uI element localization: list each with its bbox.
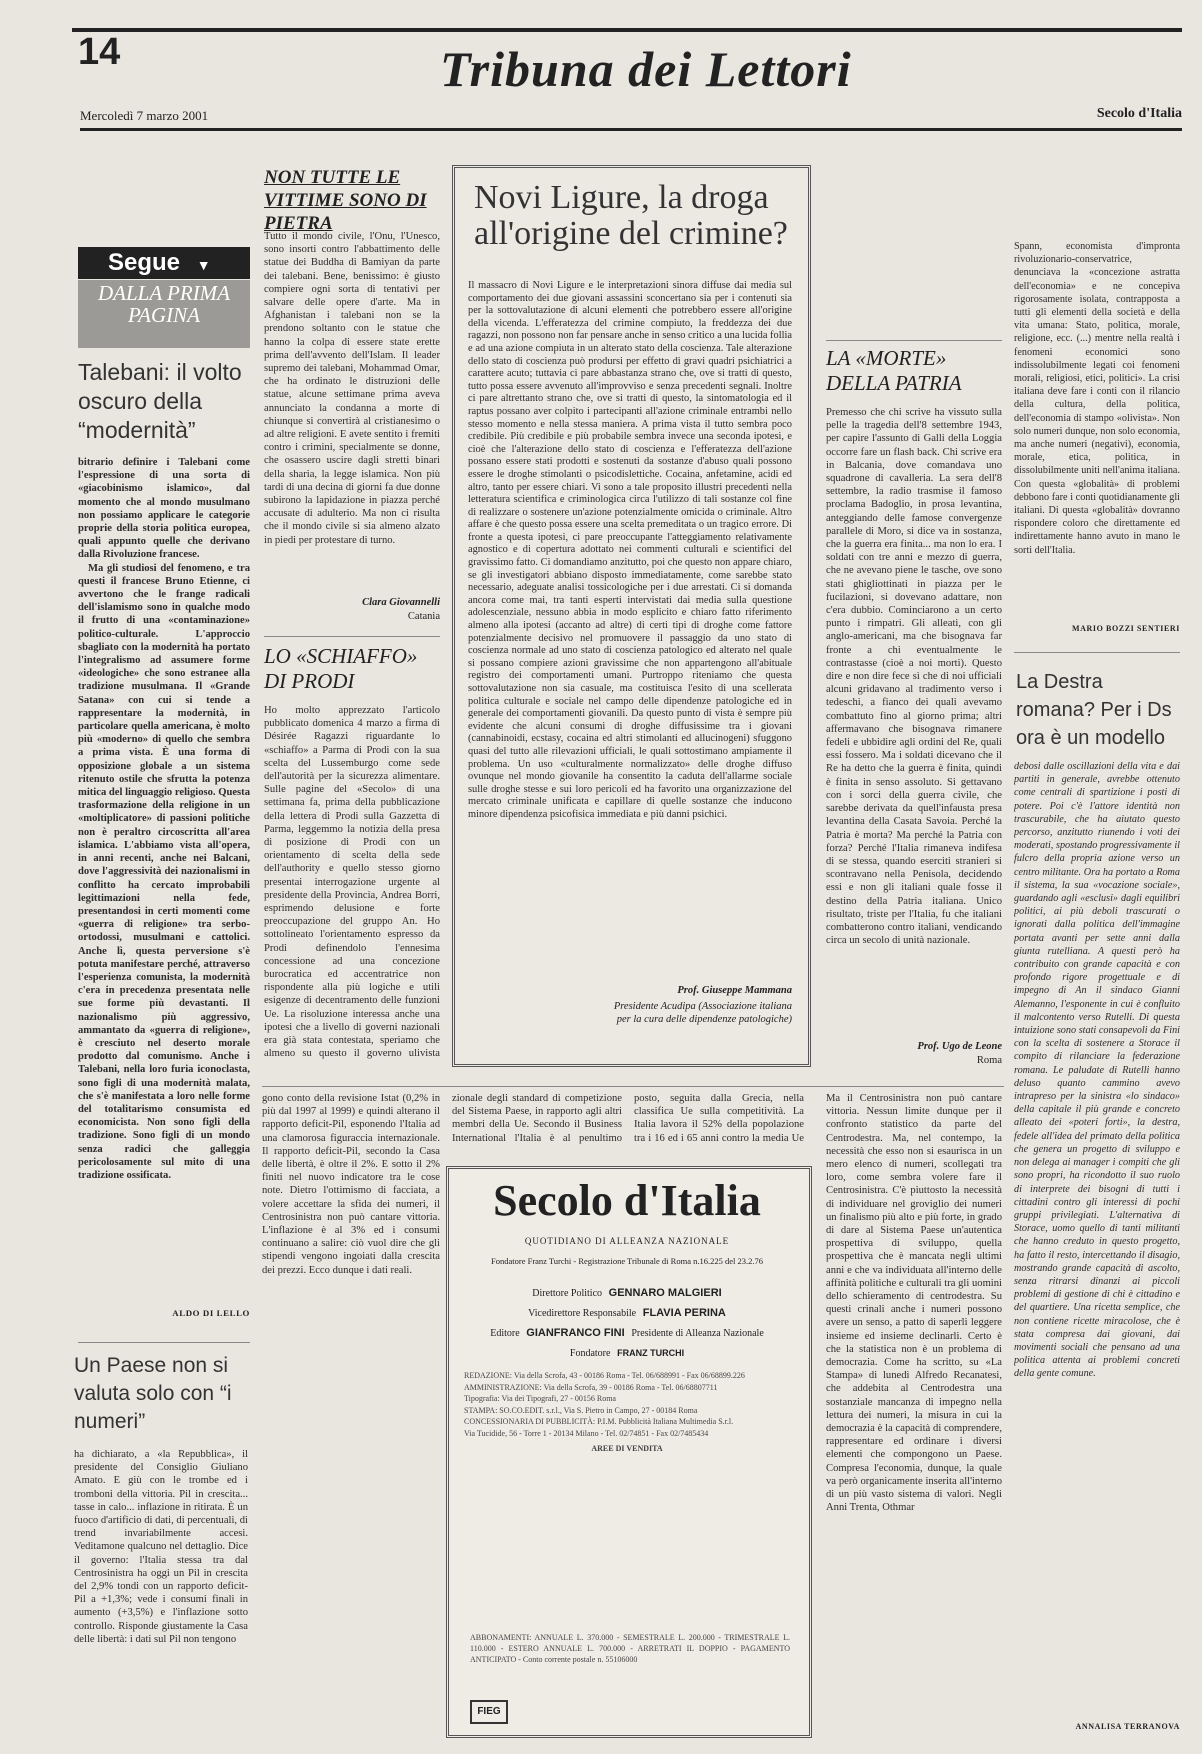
col2b-body: Ho molto apprezzato l'articolo pubblicato domenica 4 marzo a firma di Désirée Ragazzi riguardante lo «schiaffo» a Parma di Prodi con la sua scelta del Lussemburgo come sede dell'autorità per la sicurezza alimentare. Sulle pagine del «Secolo» di una settimana fa, prima della pubblicazione della lettera di Prodi sulla Gazzetta di Parma, leggemmo la notizia della presa di posizione di Prodi con un orientamento di scelta della sede dell'authority e quello stesso giorno presentai interrogazione urgente al presidente della Provincia, Andrea Borri, esprimendo delusione e forte preoccupazione del gruppo An. Ho sottolineato l'orientamento espresso da Prodi definendolo l'ennesima concessione ad una concezione burocratica ed accentratrice non rispondente alla più logiche e utili esigenze di decentramento delle funzioni Ue. La risoluzione interessa anche una ipotesi che a livello di governi nazionali era già stata contestata, speriamo che almeno su questo il governo ulivista: [264, 705, 440, 1060]
segue-subtitle: [78, 280, 250, 348]
col5-body2: debosi dalle oscillazioni della vita e dai partiti in generale, avrebbe ottenuto come centrali di spartizione i posti di potere. Poi c'è l'attore identità non trascurabile, che ha aiutato questo percorso, anzitutto riunendo i voti dei moderati, spostando progressivamente il fulcro della propria azione verso un centro militante. Ora ha portato a Roma il sistema, la sua «vocazione sociale», guardando agli «esclusi» dagli equilibri politici, ai più deboli trascurati o ignorati dalla politica dell'immagine portata avanti per sette anni dalla giunta rutelliana. A questi però ha contribuito con grande capacità e con profondo rigore progettuale e di impegno di An il sindaco Gianni Alemanno, l'esponente in cui è confluito il malcontento verso Rutelli. Di questa intuizione sono stati consapevoli da Fini con la scelta di sostenere a Storace il compito di rilanciare la federazione romana. Le paludate di Rutelli hanno deluso quanto cammino avevo intrapreso per la sinistra «lo sindaco» della capitale il più grande e concreto alleato dei «poteri forti», la destra, fedele all'idea del primato della politica che genera un progetto di sviluppo e non delega ai manager i compiti che gli sono propri, ha ricondotto il suo ruolo di interprete dei bisogni di tutti i cittadini contro gli interessi di pochi gruppi privilegiati. L'alternativa di Storace, uomo quello di tanti militanti che hanno creduto in questo progetto, ha fatto il resto, intercettando il disagio, mostrando grande capacità di ascolto, senza ritrarsi dinanzi ai piccoli problemi di gestione di chi è cittadino e del quartiere. Una ricetta semplice, che non contiene ricette miracolose, che è stata compresa dai giovani, dai movimenti sociali che pensano ad una politica attenta ai problemi concreti della gente comune.: [1014, 761, 1180, 1380]
masthead-address-line: AMMINISTRAZIONE: Via della Scrofa, 39 - 00186 Roma - Tel. 06/68807711: [464, 1382, 718, 1392]
page-number: 14: [78, 31, 121, 73]
section-title: Tribuna dei Lettori: [440, 41, 852, 97]
col1-divider: [78, 1342, 250, 1343]
segue-subtitle-text: DALLA PRIMA PAGINA: [97, 281, 231, 327]
col1-title: Talebani: il volto oscuro della “modernità”: [78, 359, 242, 443]
header-paper-name: Secolo d'Italia: [1096, 106, 1182, 121]
col1b-title: Un Paese non si valuta solo con “i numeri”: [74, 1354, 232, 1433]
col4-title: LA «MORTE» DELLA PATRIA: [826, 346, 962, 395]
masthead-subtitle: QUOTIDIANO DI ALLEANZA NAZIONALE: [524, 1236, 730, 1246]
masthead-address-line: STAMPA: SO.CO.EDIT. s.r.l., Via S. Pietro in Campo, 27 - 00184 Roma: [464, 1405, 698, 1415]
col4-divider: [826, 340, 1002, 341]
col2b-title: LO «SCHIAFFO» DI PRODI: [264, 644, 418, 693]
masthead-director: GENNARO MALGIERI: [608, 1287, 722, 1299]
col5-signature2: ANNALISA TERRANOVA: [1075, 1722, 1180, 1731]
col4-signature-city: Roma: [976, 1055, 1002, 1066]
col2-signature-city: Catania: [407, 611, 440, 622]
header-date: Mercoledì 7 marzo 2001: [80, 108, 209, 123]
col3-signature-role: Presidente Acudipa (Associazione italiana per la cura delle dipendenze patologiche): [613, 1001, 792, 1025]
col1b-body: ha dichiarato, a «la Repubblica», il presidente del Consiglio Giuliano Amato. E giù con le trombe ed i tromboni della vittoria. Pil in crescita... tasse in calo... inflazione in ritirata. È un fuoco d'artificio di dati, di percentuali, di trend invariabilmente accesi. Veditamone qualcuno nel dettaglio. Dice il governo: l'Italia stessa tra dal Centrosinistra ha oggi un Pil in crescita del 2,9% tondi con un rapporto deficit-Pil a +1,3%; vede i consumi finali in aumento (+3,5%) e l'inflazione sotto controllo. Risponde giustamente la Casa delle libertà: i dati sul Pil non tengono: [74, 1449, 248, 1645]
col2-text: [264, 230, 440, 588]
col1-body: Ma gli studiosi del fenomeno, e tra questi il francese Bruno Etienne, ci avvertono che le frange radicali dell'islamismo sono in qualche modo il frutto di una «contaminazione» politico-culturale. L'approccio sbagliato con la modernità ha portato l'integralismo ad assumere forme «ideologiche» che sono estranee alla tradizione musulmana. Il «Grande Satana» con cui si tende a rappresentare la modernità, in particolare quella americana, è molto più «moderno» di quello che sembra a prima vista. È una forma di opposizione globale a un sistema ritenuto ostile che sfrutta la potenza mitica del linguaggio religioso. Questa trasformazione della religione in un «moltiplicatore» di passioni politiche non è peraltro circoscritta all'area islamica. L'abbiamo vista all'opera, in anni recenti, anche nei Balcani, dove l'aggressività dei nazionalismi in conflitto ha cercato improbabili legittimazioni nella fede, presentandosi in certi momenti come «guerra di religione» tra serbo-ortodossi, musulmani e cattolici. Anche lì, questa perversione s'è potuta manifestare perché, attraverso l'esperienza comunista, la modernità c'era in precedenza presentata nelle sue forme più devastanti. Il nazionalismo più aggressivo, ammantato da «guerra di religione», è cresciuto nel deserto morale prodotto dal comunismo. Anche i Talebani, nella loro furia iconoclasta, sono figli di una modernità malata, che s'è manifestata a loro nelle forme del totalitarismo consumista ed economicista. Non sono figli della tradizione. Sono figli di un mondo senza radici che galleggia pericolosamente sul mito di una tradizione ossificata.: [78, 562, 250, 1181]
col2-signature-name: Clara Giovannelli: [362, 597, 440, 608]
masthead-founder-label: Fondatore: [569, 1348, 611, 1359]
col3-text: [468, 280, 792, 940]
masthead-publisher: GIANFRANCO FINI: [526, 1327, 625, 1339]
col3b-body: zionale degli standard di competizione del Sistema Paese, in rapporto agli altri membri della Ue. Secondo il Business International l'Italia è al penultimo posto, seguita dalla Grecia, nella classifica Ue sulla competitività. La Italia lavora il 52% della popolazione tra i 16 ed i 65 anni contro la media Ue: [452, 1093, 804, 1144]
col5-body: Spann, economista d'impronta rivoluzionario-conservatrice, denunciava la «concezione astratta dell'economia» e ne concepiva rigorosamente isolata, contrapposta a tutti gli elementi della società e della vita umana: Stato, politica, morale, religione, ecc. (...) mentre nella realtà i fenomeni economici sono indissolubilmente legati coi fenomeni morali, religiosi, etici, politici». La crisi italiana deve fare i conti con il rilancio della cultura, della politica, dell'economia di stampo «olivista». Non solo numeri dunque, non solo economia, ma anche numeri (negativi), economia, morale, etica, politica, in dissolubilmente uniti nell'anima italiana. Con questa «globalità» di problemi debbono fare i conti quotidianamente gli italiani. Di questa «globalità» dovranno rispondere coloro che direttamente ed indirettamente hanno avuto in mano le sorti dell'Italia.: [1014, 241, 1180, 556]
masthead-address-line: Via Tucidide, 56 - Torre 1 - 20134 Milano - Tel. 02/74851 - Fax 02/7485434: [464, 1428, 709, 1438]
masthead-address-block: [464, 1370, 790, 1455]
masthead-address-line: CONCESSIONARIA DI PUBBLICITÀ: P.I.M. Pubblicità Italiana Multimedia S.r.l.: [464, 1417, 734, 1426]
segue-box: [78, 247, 250, 279]
col1-text: [78, 456, 250, 1316]
col4-text: [826, 406, 1002, 1030]
col5-title: La Destra romana? Per i Ds ora è un modello: [1016, 671, 1172, 749]
masthead-address-line: AREE DI VENDITA: [591, 1444, 663, 1453]
col4b-text: [826, 1092, 1002, 1738]
mid-divider: [262, 1086, 1004, 1087]
col2-title: NON TUTTE LE VITTIME SONO DI PIETRA: [264, 167, 427, 234]
masthead-address-line: Tipografia: Via dei Tipografi, 27 - 00156 Roma: [464, 1394, 616, 1403]
col5b-text: [1014, 760, 1180, 1720]
col2c-body: gono conto della revisione Istat (0,2% in più dal 1997 al 1999) e quindi alterano il rapporto deficit-Pil, esponendo l'Italia ad una clamorosa figuraccia internazionale. Il rapporto deficit-Pil, secondo la Casa delle libertà, è oltre il 2%. E sotto il 2% finiti nel nuovo indicatore tra le cose note. Dietro l'ottimismo di facciata, a volere accettare la sfida dei numeri, il Centrosinistra non può cantare vittoria. L'inflazione è al 3% ed i consumi continuano a salire: ciò vuol dire che gli stipendi vengono ingoiati dalla crescita dei prezzi. Ecco dunque i dati reali.: [262, 1093, 440, 1276]
masthead-publisher-role: Presidente di Alleanza Nazionale: [631, 1328, 764, 1339]
col2b-text: [264, 704, 440, 1060]
masthead-director-label: Direttore Politico: [532, 1288, 603, 1299]
col5-divider: [1014, 652, 1180, 653]
chevron-down-icon: ▼: [196, 257, 211, 273]
col1-signature: ALDO DI LELLO: [172, 1308, 250, 1318]
col2c-text: [262, 1092, 440, 1734]
masthead-subscription: ABBONAMENTI: ANNUALE L. 370.000 - SEMESTRALE L. 200.000 - TRIMESTRALE L. 110.000 - ESTERO ANNUALE L. 700.000 - ARRETRATI IL DOPPIO - PAGAMENTO ANTICIPATO - Conto corrente postale n. 55106000: [470, 1633, 790, 1664]
col4b-body: Ma il Centrosinistra non può cantare vittoria. Nessun limite dunque per il confronto statistico da parte del Centrodestra. Ma, nel contempo, la necessità che esso non si esaurisca in un mero elenco di numeri, scollegati tra loro, come sembra volere fare il Centrosinistra. C'è piuttosto la necessità di individuare nel groviglio dei numeri un finalismo più alto e più forte, in grado di dare al Sistema Paese un'autentica prospettiva di sviluppo, quella prospettiva che è mancata negli ultimi anni e che va individuata all'interno delle affinità politiche e culturali tra gli uomini dello schieramento di centrodestra. Su questi crinali anche i numeri possono avere un senso, a patto di saperli leggere insieme ed insieme declinarli. Certo è che la statistica non è un problema di democrazia. Come ha scritto, su «La Stampa» di lunedì Alfredo Recanatesi, che addebita al Centrodestra una sostanziale mancanza di impegno nella lettura dei numeri, la misura in cui la democrazia è la capacità di comprendere, rappresentare ed ordinare i diversi elementi che compongono un Paese. Compresa l'economia, dunque, la quale va però organicamente inserita all'interno di un più vasto sistema di valori. Negli Anni Trenta, Othmar: [826, 1093, 1002, 1514]
masthead-address-line: REDAZIONE: Via della Scrofa, 43 - 00186 Roma - Tel. 06/688991 - Fax 06/68899.226: [464, 1371, 745, 1380]
fieg-logo: FIEG: [470, 1700, 508, 1724]
col3-signature-name: Prof. Giuseppe Mammana: [677, 985, 792, 996]
col4-signature-name: Prof. Ugo de Leone: [917, 1041, 1002, 1052]
col2-divider: [264, 636, 440, 637]
masthead-editor-row: [452, 1306, 802, 1321]
masthead-director-row: [452, 1286, 802, 1301]
col3-body: Il massacro di Novi Ligure e le interpretazioni sinora diffuse dai media sul comportamento dei due giovani assassini sconcertano sia per i contenuti sia per la sottovalutazione di alcuni elementi che potrebbero essere all'origine della vicenda. L'efferatezza del crimine compiuto, la freddezza dei due ragazzi, non possono non far pensare anche in senso critico a una lucida follia e ad una azione compiuta in un alterato stato della coscienza. Tale alterazione dello stato di coscienza può prodursi per effetto di gravi quadri psichiatrici a carattere acuto; tuttavia ci pare abbastanza strano che, ove si tratti di questo, tutto possa essere avvenuto all'improvviso e senza precedenti segnali. Inoltre ci pare altrettanto strano che, ove si tratti di questo, la sintomatologia ed il raptus possano aver colpito i partecipanti all'azione criminale entrambi nello stesso momento e nella stessa maniera. A prima vista il tutto sembra poco credibile. Più credibile e più probabile sembra invece una seconda ipotesi, e cioè che l'alterazione dello stato di coscienza e l'efferatezza dell'azione possano essere stati prodotti e sostenuti da sostanze d'abuso quali possono essere le droghe stimolanti o psicodislettiche. Cocaina, anfetamine, acidi ed altro, tanto per essere chiari. Vi sono a tale proposito illustri precedenti nella letteratura scientifica e criminologica circa l'utilizzo di tali sostanze col fine di realizzare o sostenere un'azione potenzialmente omicida o criminale. Altro affare è che questo possa essere una scelta premeditata o un tragico errore. Di fronte a questa ipotesi, ci pare preoccupante l'atteggiamento relativamente agnostico e di copertura adottato nei commenti culturali e scientifici del gravissimo fatto. Ci domandiamo anzitutto, poi che questo non appare chiaro, se gli investigatori abbiano disposto immediatamente, come sarebbe stato necessario, adeguate analisi tossicologiche per i due arrestati. Ci si domanda ancora come mai, tra tanti esperti intervistati dai media sulla questione adolescenziale, nessuno abbia in modo esplicito e chiaro fatto riferimento almeno alla ipotesi (accanto ad altre) di certi tipi di droghe come fattore potenzialmente decisivo nel promuovere il passaggio da uno stato di coscienza normale ad uno stato di coscienza patologico ed alterato nel quale si possano compiere azioni gravissime che non appartengono all'abituale registro dei comportamenti umani. Purtroppo riteniamo che questa sottovalutazione non sia casuale, ma costituisca l'esito di una scellerata politica culturale e sociale nel campo delle dipendenze patologiche ed in generale dei comportamenti giovanili. Da questo punto di vista è sempre più evidente che alcuni consumi di droghe diffusissime tra i giovani (cannabinoidi, ecstasy, cocaina ed altri stimolanti ed allucinogeni) sfuggono quasi del tutto alle rilevazioni ufficiali, le quali sottostimano ampiamente il problema. Un uso «culturalmente normalizzato» delle droghe diffuso ovunque nel mondo giovanile ha consentito la caduta dell'allarme sociale sulle droghe stesse e sui loro pericoli ed ha favorito una organizzazione del mercato criminale unificata e capillare di quelle sostanze che inducono minore dipendenza psicofisica immediata e più danni psichici.: [468, 280, 792, 820]
col3b-text: [452, 1092, 804, 1152]
masthead-founder: FRANZ TURCHI: [617, 1348, 685, 1358]
col5-text: [1014, 240, 1180, 594]
masthead-publisher-label: Editore: [490, 1328, 520, 1339]
masthead-editor: FLAVIA PERINA: [642, 1307, 726, 1319]
col3-title: Novi Ligure, la droga all'origine del crimine?: [474, 179, 788, 252]
col1b-text: [74, 1448, 248, 1734]
col4-top-text: [826, 160, 1002, 188]
masthead-editor-label: Vicedirettore Responsabile: [528, 1308, 637, 1319]
masthead-registration: Fondatore Franz Turchi - Registrazione Tribunale di Roma n.16.225 del 23.2.76: [491, 1256, 763, 1266]
col5-signature: MARIO BOZZI SENTIERI: [1071, 624, 1180, 633]
col4-body: Premesso che chi scrive ha vissuto sulla pelle la tragedia dell'8 settembre 1943, per capire l'assunto di Galli della Loggia occorre fare un flash back. Chi scrive era in Balcania, dove comandava uno squadrone di cavalleria. La sera dell'8 settembre, la radio trasmise il famoso proclama Badoglio, in prosa levantina, anteggiando delle famose convergenze parallele di Moro, si dice va in sostanza, che la guerra era finita... ma non lo era. I soldati con tre anni e mezzo di guerra, che ne avevano piene le tasche, ove sono stati ghigliottinati in piazza per le fucilazioni, si dovevano adattare, non c'era dubbio. Cominciarono a un certo punto i rimpatri. Gli alleati, con gli anglo-americani, ma che bisognava far fronte a chi eventualmente le contrastasse (cioè a noi morti). Questo dire e non dire fece sì che di noi ufficiali alcuni gridavano al tradimento verso i tedeschi, a fianco dei quali avevamo combattuto fino al giorno prima; altri affermavano che bisognava rimanere fedeli e ubbidire agli ordini del Re, quali essi fossero. Ma i soldati dicevano che il Re ha detto che la guerra è finita, quindi è finita in senso assoluto. Si gettavano con i sorci della guerra civile, che sarebbe derivata da quell'infausta presa levantina della Casata Savoia. Perché la Patria è morta? Ma perché la Patria con forza? Perché l'Italia rimaneva indifesa di se stessa, quando eserciti stranieri si scontravano nella Penisola, decidendo essi e non gli italiani quale fosse il destino della Patria italiana. Unico risultato, triste per l'Italia, fu che italiani combatterono contro italiani, vendicando circa un secolo di unità nazionale.: [826, 407, 1002, 947]
masthead-founder-row: [452, 1346, 802, 1361]
segue-label: Segue: [108, 249, 181, 276]
masthead-title: Secolo d'Italia: [493, 1176, 761, 1225]
col1-lead: bitrario definire i Talebani come l'espressione di una sorta di «giacobinismo islamico», dal momento che al mondo musulmano non possiamo applicare le categorie proprie della storia politica europea, quali appunto quelle che derivano dalla Rivoluzione francese.: [78, 457, 250, 561]
top-rule: [72, 28, 1182, 32]
header-rule: [80, 128, 1182, 131]
masthead-publisher-row: [452, 1326, 802, 1341]
col2-body: Tutto il mondo civile, l'Onu, l'Unesco, sono insorti contro l'abbattimento delle statue dei Buddha di Bamiyan da parte dei talebani. Bene, benissimo: è giusto compiere ogni sorta di tentativi per salvare delle opere d'arte. Ma in Afghanistan i talebani non se la prendono soltanto con le statue che hanno la colpa di essere state erette prima dell'avvento dell'Islam. Il leader supremo dei talebani, Mohammad Omar, che ha ordinato le distruzioni delle statue, alcune settimane prima aveva annunciato la condanna a morte di chiunque si convertirà al cristianesimo o ad altre religioni. E avete sentito i fremiti contro i crimini, specialmente se donne, che osassero uscire dagli stretti binari della sharia, la legge islamica. Non più tardi di una decina di giorni fa due donne subirono la lapidazione in piazza perché accusate di adulterio. Ma non ci risulta che il mondo civile si sia almeno alzato in piedi per protestare di turno.: [264, 231, 440, 546]
